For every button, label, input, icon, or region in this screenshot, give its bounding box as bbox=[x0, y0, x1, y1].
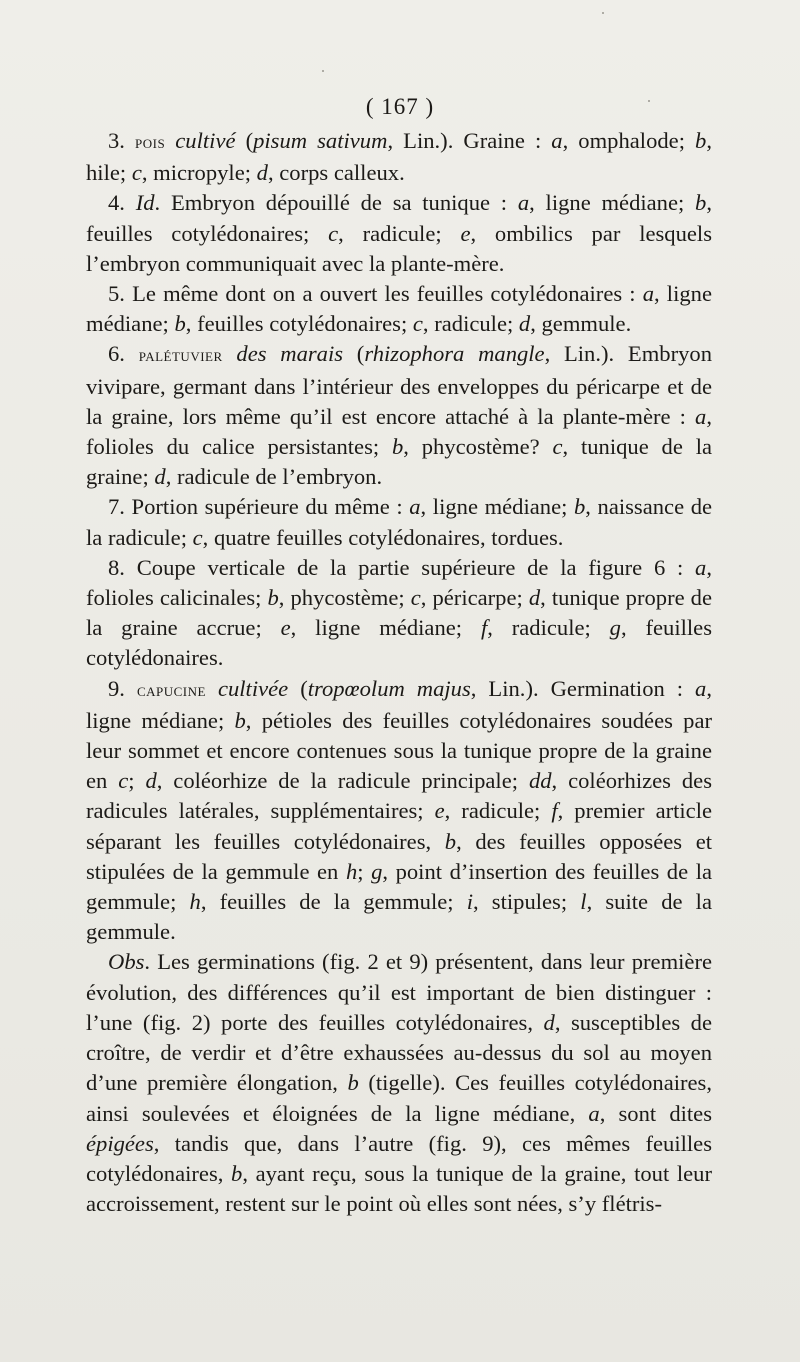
legend-item-9 bbox=[86, 674, 712, 948]
item-number: 7. bbox=[108, 494, 132, 520]
item-number: 4. bbox=[108, 190, 136, 216]
item-description: cultivée (tropœolum majus, Lin.). Germination : a, ligne médiane; b, pétioles des feuilles cotylédonaires soudées par leur sommet et encore contenues sous la tunique propre de la graine en c; d, coléorhize de la radicule principale; dd, coléorhizes des radicules latérales, supplémentaires; e, radicule; f, premier article séparant les feuilles cotylédonaires, b, des feuilles opposées et stipulées de la gemmule en h; g, point d’insertion des feuilles de la gemmule; h, feuilles de la gemmule; i, stipules; l, suite de la gemmule. bbox=[86, 675, 713, 945]
item-number: 6. bbox=[108, 341, 139, 367]
plant-common-name: pois bbox=[135, 132, 166, 153]
item-description: des marais (rhizophora mangle, Lin.). Embryon vivipare, germant dans l’intérieur des enveloppes du péricarpe et de la graine, lors même qu’il est encore attaché à la plante-mère : a, folioles du calice persistantes; b, phycostème? c, tunique de la graine; d, radicule de l’embryon. bbox=[86, 341, 712, 490]
legend-item-7 bbox=[86, 492, 712, 552]
item-description: Portion supérieure du même : a, ligne médiane; b, naissance de la radicule; c, quatre feuilles cotylédonaires, tordues. bbox=[86, 494, 713, 550]
legend-item-3 bbox=[86, 126, 712, 188]
paper-speck bbox=[602, 12, 604, 14]
legend-item-4 bbox=[86, 188, 712, 279]
legend-item-6 bbox=[86, 339, 712, 492]
figure-legend-text bbox=[86, 126, 712, 1219]
plant-common-name: capucine bbox=[136, 679, 206, 701]
item-description: cultivé (pisum sativum, Lin.). Graine : a, omphalode; b, hile; c, micropyle; d, corps calleux. bbox=[86, 128, 712, 186]
item-description: Obs. Les germinations (fig. 2 et 9) présentent, dans leur première évolution, des différences qu’il est important de bien distinguer : l’une (fig. 2) porte des feuilles cotylédonaires, d, susceptibles de croître, de verdir et d’être exhaussées au-dessus du sol au moyen d’une première élongation, b (tigelle). Ces feuilles cotylédonaires, ainsi soulevées et éloignées de la ligne médiane, a, sont dites épigées, tandis que, dans l’autre (fig. 9), ces mêmes feuilles cotylédonaires, b, ayant reçu, sous la tunique de la graine, tout leur accroissement, restent sur le point où elles sont nées, s’y flétris- bbox=[86, 949, 713, 1217]
item-number: 5. bbox=[108, 281, 133, 307]
paper-speck bbox=[322, 70, 324, 72]
item-number: 3. bbox=[108, 128, 136, 153]
legend-item-5 bbox=[86, 279, 712, 339]
page-number: ( 167 ) bbox=[365, 94, 435, 119]
legend-item-8 bbox=[86, 553, 712, 674]
paper-speck bbox=[648, 100, 650, 102]
plant-common-name: palétuvier bbox=[138, 345, 223, 367]
item-description: Id. Embryon dépouillé de sa tunique : a, ligne médiane; b, feuilles cotylédonaires; c, radicule; e, ombilics par lesquels l’embryon communiquait avec la plante-mère. bbox=[86, 190, 712, 276]
item-number: 9. bbox=[108, 675, 137, 701]
item-description: Le même dont on a ouvert les feuilles cotylédonaires : a, ligne médiane; b, feuilles cotylédonaires; c, radicule; d, gemmule. bbox=[86, 281, 712, 337]
item-number: 8. bbox=[108, 554, 137, 580]
item-description: Coupe verticale de la partie supérieure de la figure 6 : a, folioles calicinales; b, phycostème; c, péricarpe; d, tunique propre de la graine accrue; e, ligne médiane; f, radicule; g, feuilles cotylédonaires. bbox=[86, 554, 713, 671]
observation-paragraph bbox=[86, 947, 712, 1219]
